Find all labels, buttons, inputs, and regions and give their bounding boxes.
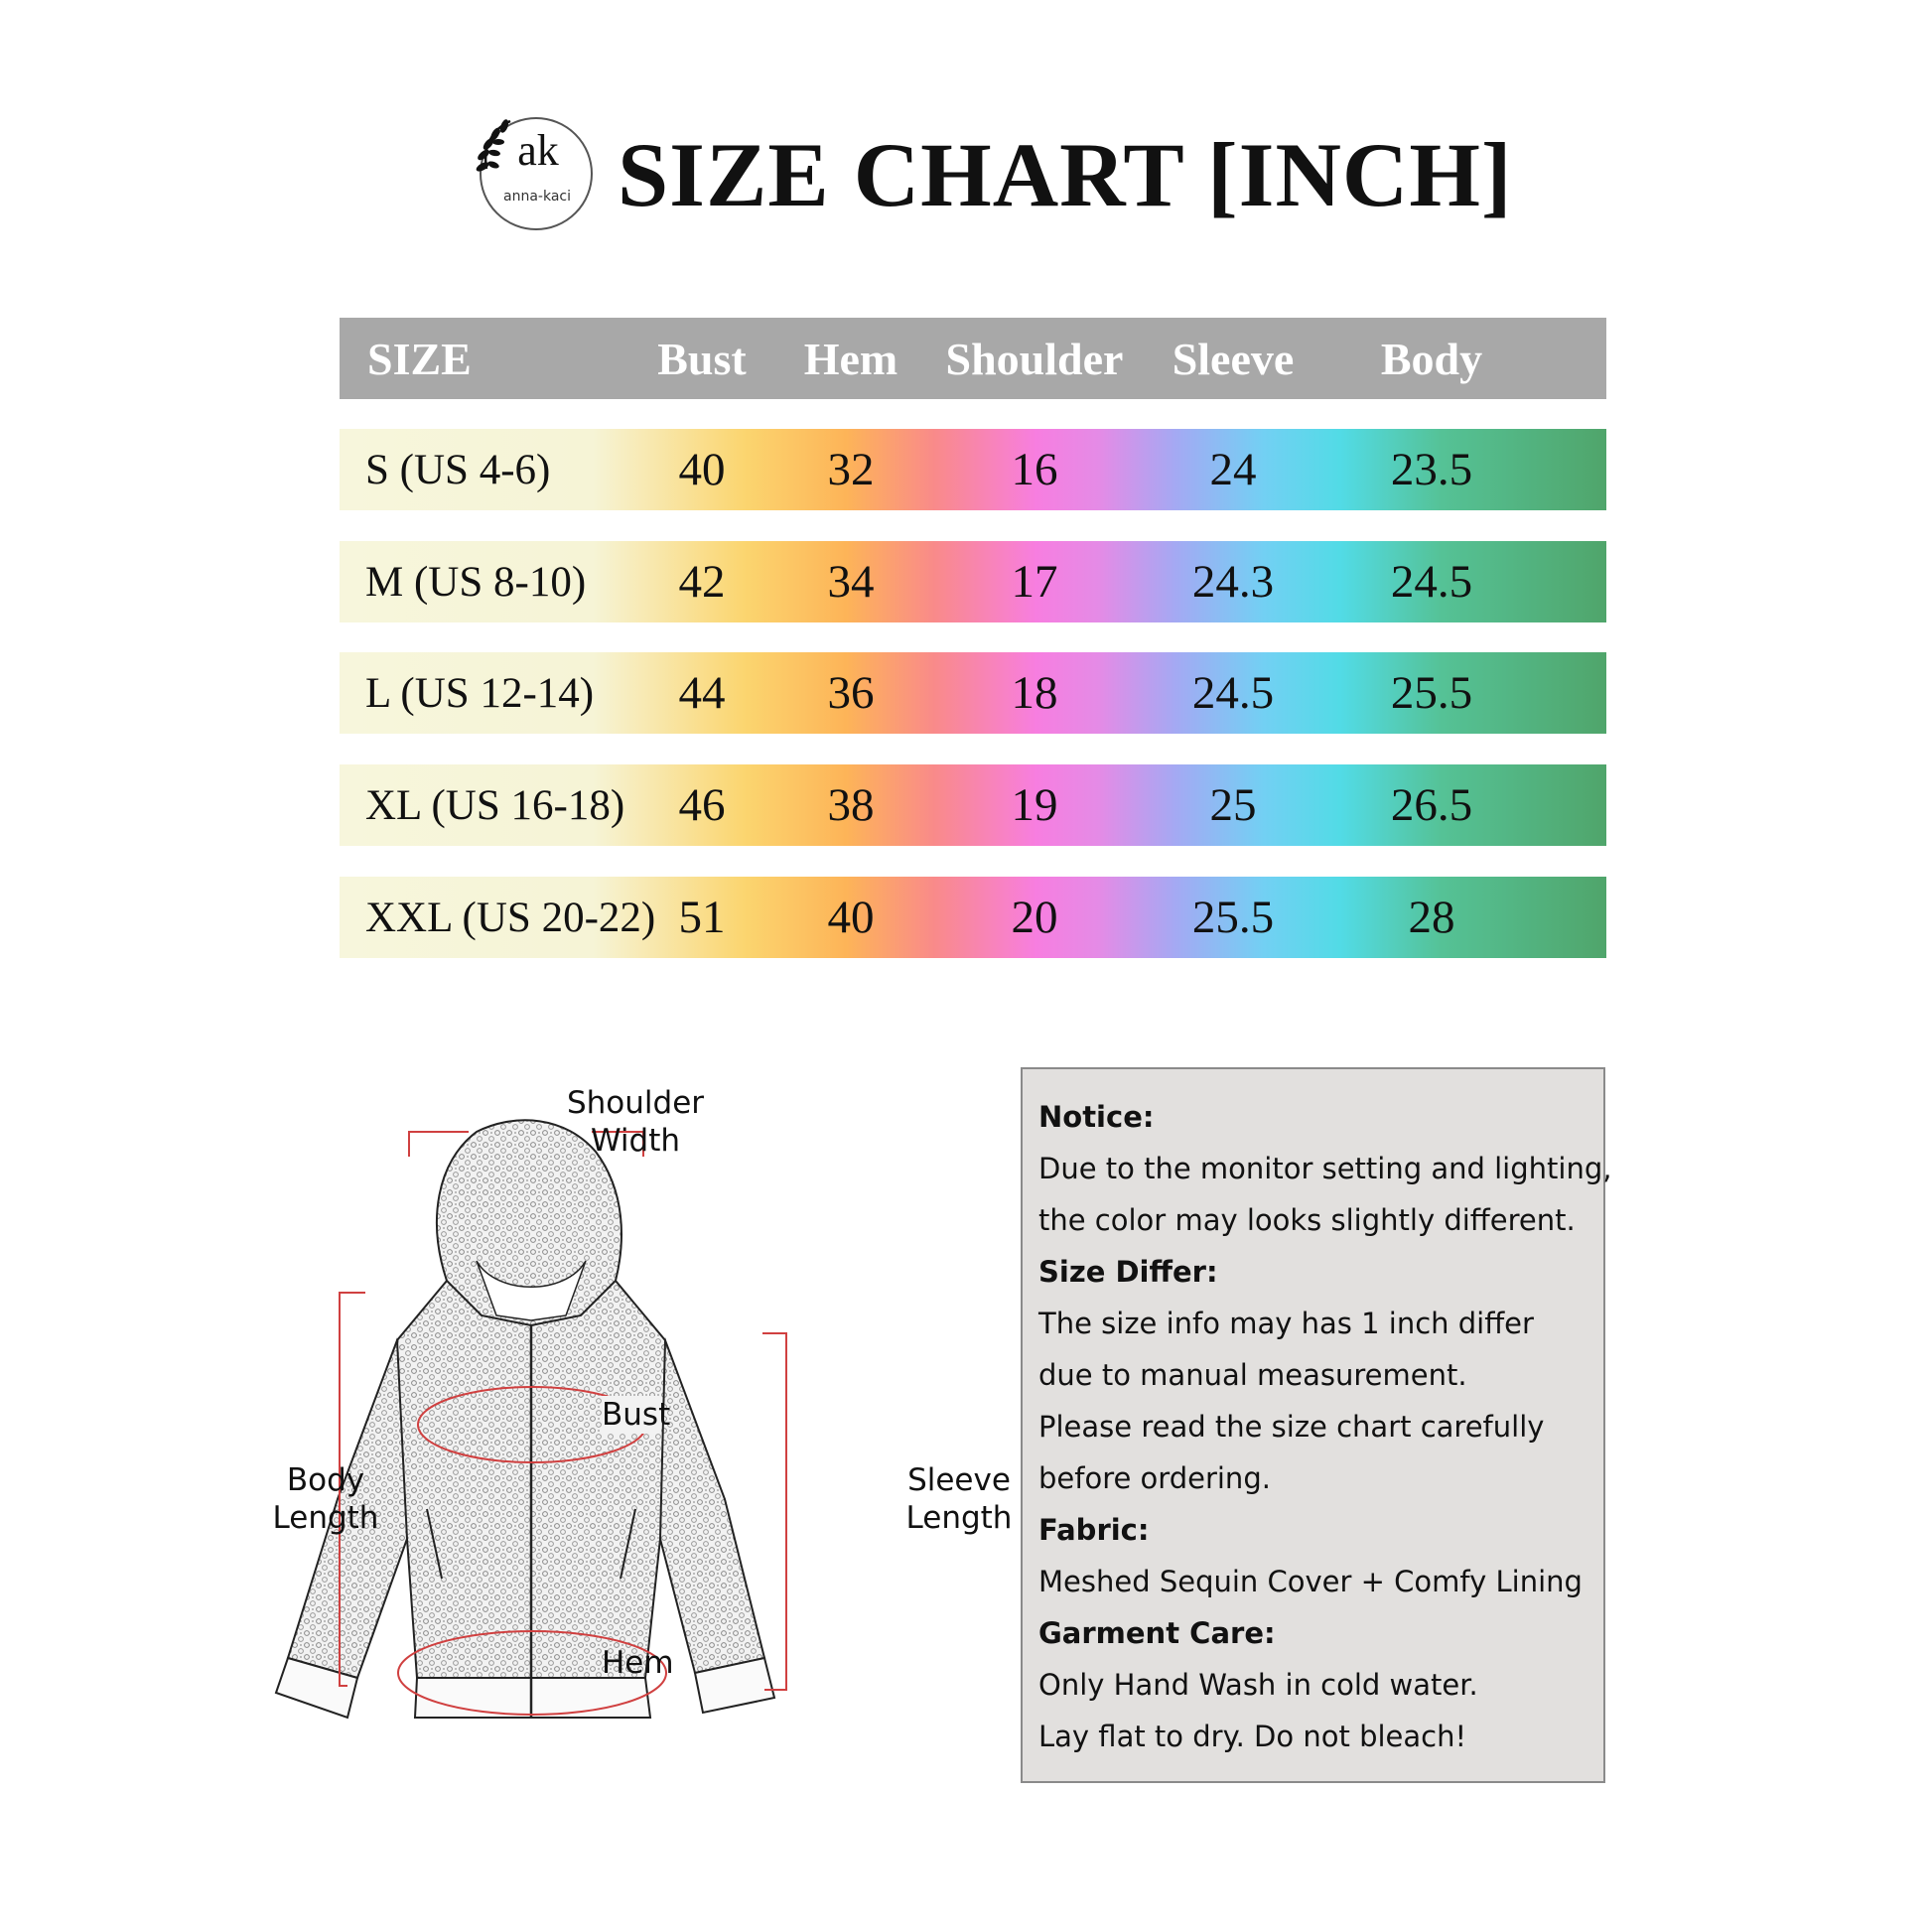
hem-cell: 36 (827, 667, 875, 719)
body-length-label (266, 1461, 385, 1537)
size-cell: M (US 8-10) (365, 558, 587, 606)
garment-care-text: Only Hand Wash in cold water. (1038, 1668, 1478, 1702)
column-header-bust: Bust (657, 333, 747, 384)
page-title: SIZE CHART [INCH] (618, 124, 1513, 225)
body-cell: 28 (1408, 892, 1455, 943)
column-header-sleeve: Sleeve (1172, 333, 1295, 384)
logo-name: anna-kaci (503, 189, 571, 205)
size-differ-text: before ordering. (1038, 1461, 1271, 1495)
table-row (340, 429, 1606, 510)
sleeve-length-label (899, 1461, 1019, 1537)
size-cell: L (US 12-14) (365, 669, 595, 717)
size-cell: S (US 4-6) (365, 446, 551, 493)
size-differ-heading: Size Differ: (1038, 1255, 1218, 1289)
bust-cell: 51 (678, 892, 726, 943)
bust-cell: 42 (678, 556, 726, 608)
column-header-size: SIZE (367, 333, 472, 384)
sleeve-cell: 24 (1209, 444, 1257, 495)
fabric-heading: Fabric: (1038, 1513, 1150, 1547)
sleeve-cell: 25.5 (1191, 892, 1275, 943)
body-cell: 25.5 (1390, 667, 1473, 719)
brand-logo (453, 107, 602, 236)
sleeve-label-line2: Length (905, 1500, 1013, 1536)
size-cell: XL (US 16-18) (365, 781, 625, 829)
hem-cell: 32 (827, 444, 875, 495)
body-cell: 24.5 (1390, 556, 1473, 608)
hem-cell: 34 (827, 556, 875, 608)
shoulder-cell: 17 (1011, 556, 1058, 608)
body-cell: 23.5 (1390, 444, 1473, 495)
table-row (340, 764, 1606, 846)
table-row (340, 541, 1606, 622)
shoulder-cell: 18 (1011, 667, 1058, 719)
size-differ-text: due to manual measurement. (1038, 1358, 1467, 1392)
size-differ-text: Please read the size chart carefully (1038, 1410, 1545, 1444)
notice-text: Due to the monitor setting and lighting, (1038, 1152, 1612, 1185)
hem-label: Hem (602, 1645, 674, 1681)
shoulder-label-line2: Width (590, 1123, 681, 1159)
sleeve-label-line1: Sleeve (907, 1462, 1011, 1498)
hem-cell: 38 (827, 779, 875, 831)
table-header (340, 318, 1606, 399)
sleeve-cell: 24.5 (1191, 667, 1275, 719)
shoulder-width-label (566, 1084, 705, 1160)
table-row (340, 877, 1606, 958)
bust-label: Bust (602, 1397, 671, 1433)
shoulder-cell: 19 (1011, 779, 1058, 831)
sleeve-cell: 25 (1209, 779, 1257, 831)
notice-text: the color may looks slightly different. (1038, 1203, 1576, 1237)
garment-care-text: Lay flat to dry. Do not bleach! (1038, 1720, 1467, 1753)
shoulder-label-line1: Shoulder (566, 1085, 705, 1121)
sleeve-cell: 24.3 (1191, 556, 1275, 608)
column-header-body: Body (1380, 333, 1483, 384)
body-label-line2: Length (272, 1500, 379, 1536)
fabric-text: Meshed Sequin Cover + Comfy Lining (1038, 1565, 1583, 1598)
size-cell: XXL (US 20-22) (365, 894, 656, 941)
notice-box (1021, 1067, 1612, 1783)
logo-mark: ak (517, 126, 559, 175)
bust-cell: 46 (678, 779, 726, 831)
hem-cell: 40 (827, 892, 875, 943)
table-row (340, 652, 1606, 734)
shoulder-cell: 20 (1011, 892, 1058, 943)
measurement-diagram (268, 1082, 1023, 1757)
notice-heading: Notice: (1038, 1100, 1155, 1134)
garment-care-heading: Garment Care: (1038, 1616, 1276, 1650)
bust-cell: 40 (678, 444, 726, 495)
body-label-line1: Body (286, 1462, 365, 1498)
bust-cell: 44 (678, 667, 726, 719)
column-header-hem: Hem (803, 333, 898, 384)
column-header-shoulder: Shoulder (945, 333, 1124, 384)
shoulder-cell: 16 (1011, 444, 1058, 495)
body-cell: 26.5 (1390, 779, 1473, 831)
size-differ-text: The size info may has 1 inch differ (1038, 1307, 1534, 1340)
header (0, 107, 1932, 256)
